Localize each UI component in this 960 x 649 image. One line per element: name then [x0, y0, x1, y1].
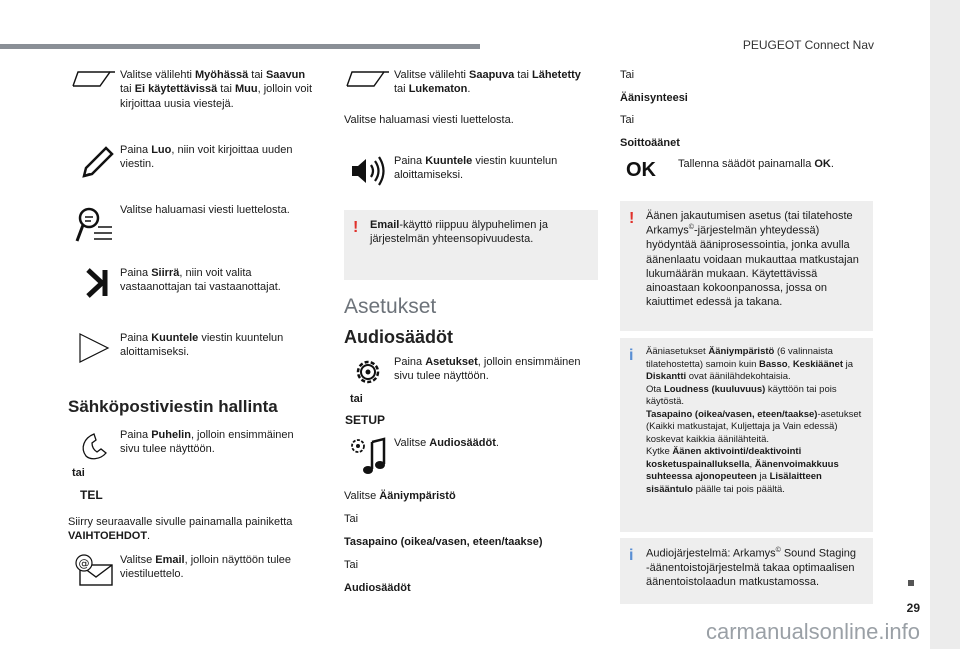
sound-distribution-warning-box: ! Äänen jakautumisen asetus (tai tilatehoste Arkamys©-järjestelmän yhteydessä) hyödyntää ääniprosessointia, jonka avulla äänenlaatu voidaan mukauttaa matkustajan lukumäärän mukaan. Käytettävissä ainoastaan kokoonpanossa, jossa on kaiuttimet edessä ja takana. — [620, 201, 873, 331]
option-line: Tasapaino (oikea/vasen, eteen/taakse) — [344, 536, 543, 548]
tab-icon — [72, 68, 116, 88]
warning-icon: ! — [353, 219, 359, 236]
item-text: Paina Asetukset, jolloin ensimmäinen sivu tulee näyttöön. — [394, 356, 581, 383]
arkamys-info-box: i Audiojärjestelmä: Arkamys© Sound Staging -äänentoistojärjestelmä takaa optimaalisen äänentoistolaadun matkustamossa. — [620, 538, 873, 604]
forward-icon — [72, 266, 116, 300]
info-icon: i — [629, 547, 634, 564]
item-text: Tallenna säädöt painamalla OK. — [678, 158, 834, 170]
option-line: Äänisynteesi — [620, 92, 688, 104]
or-line: Tai — [344, 559, 359, 571]
item-text: Valitse välilehti Myöhässä tai Saavun tai Ei käytettävissä tai Muu, jolloin voit kirjoittaa uusia viestejä. — [120, 69, 313, 110]
settings-heading: Asetukset — [344, 295, 437, 318]
tel-label: TEL — [80, 488, 103, 502]
header-bar — [0, 44, 480, 49]
music-settings-icon — [346, 436, 390, 476]
section-heading: Sähköpostiviestin hallinta — [68, 397, 278, 416]
audio-settings-info-box: i Ääniasetukset Ääniympäristö (6 valinnaista tilatehostetta) samoin kuin Basso, Keskiäänet ja Diskantti ovat äänilähdekohtaisia. Ota Loudness (kuuluvuus) käyttöön tai pois käytöstä. Tasapaino (oikea/vasen, eteen/taakse)-asetukset (Kaikki matkustajat, Kuljettaja ja Vain edessä) koskevat kaikkia äänilähteitä. Kytke Äänen aktivointi/deaktivointi kosketuspainalluksella, Äänenvoimakkuus suhteessa ajonopeuteen ja Lisälaitteen sisääntulo päälle tai pois päältä. — [620, 338, 873, 532]
page-continue-marker — [908, 580, 914, 586]
svg-text:@: @ — [78, 557, 90, 570]
item-text: Paina Puhelin, jolloin ensimmäinen sivu tulee näyttöön. — [120, 429, 294, 456]
create-item — [72, 143, 322, 179]
item-text: Paina Kuuntele viestin kuuntelun aloittamiseksi. — [120, 332, 284, 359]
or-label: tai — [350, 393, 363, 405]
phone-icon — [72, 428, 116, 460]
or-label: tai — [72, 467, 85, 479]
ok-icon: OK — [626, 159, 656, 181]
settings-item — [346, 355, 596, 389]
ok-item — [626, 157, 876, 183]
speaker-icon — [346, 154, 390, 188]
watermark: carmanualsonline.info — [705, 619, 920, 644]
gear-icon — [346, 355, 390, 389]
phone-item — [72, 428, 322, 460]
or-line: Tai — [344, 513, 359, 525]
listen-item-2 — [346, 154, 596, 188]
item-text: Paina Siirrä, niin voit valita vastaanottajan tai vastaanottajat. — [120, 267, 281, 294]
info-icon: i — [629, 347, 634, 364]
next-page-text: Siirry seuraavalle sivulle painamalla painiketta VAIHTOEHDOT. — [68, 516, 293, 543]
email-warning-box: ! Email-käyttö riippuu älypuhelimen ja järjestelmän yhteensopivuudesta. — [344, 210, 598, 280]
side-strip — [930, 0, 960, 649]
audio-settings-item — [346, 436, 596, 476]
warning-icon: ! — [629, 210, 635, 227]
option-line: Valitse Ääniympäristö — [344, 490, 456, 502]
page-number: 29 — [906, 601, 920, 615]
item-text: Paina Luo, niin voit kirjoittaa uuden viestin. — [120, 144, 293, 171]
email-item — [72, 553, 322, 587]
item-text: Valitse välilehti Saapuva tai Lähetetty tai Lukematon. — [394, 69, 581, 96]
option-line: Audiosäädöt — [344, 582, 411, 594]
select-message-text: Valitse haluamasi viesti luettelosta. — [344, 114, 514, 126]
option-line: Soittoäänet — [620, 137, 680, 149]
item-text: Valitse haluamasi viesti luettelosta. — [120, 204, 290, 216]
pencil-icon — [72, 143, 116, 179]
listen-item — [72, 331, 322, 365]
tab-icon-item-2 — [346, 68, 596, 97]
item-text: Valitse Audiosäädöt. — [394, 437, 499, 449]
play-icon — [72, 331, 116, 365]
item-text: Paina Kuuntele viestin kuuntelun aloittamiseksi. — [394, 155, 558, 182]
or-line: Tai — [620, 114, 635, 126]
tab-icon-item-1 — [72, 68, 322, 111]
select-message-item — [72, 203, 322, 245]
setup-label: SETUP — [345, 413, 386, 427]
header-title: PEUGEOT Connect Nav — [742, 38, 874, 52]
forward-item — [72, 266, 322, 300]
or-line: Tai — [620, 69, 635, 81]
audio-settings-heading: Audiosäädöt — [344, 327, 454, 347]
message-list-search-icon — [72, 203, 116, 245]
item-text: Valitse Email, jolloin näyttöön tulee viestiluettelo. — [120, 554, 292, 581]
tab-icon — [346, 68, 390, 88]
email-icon — [72, 553, 116, 587]
